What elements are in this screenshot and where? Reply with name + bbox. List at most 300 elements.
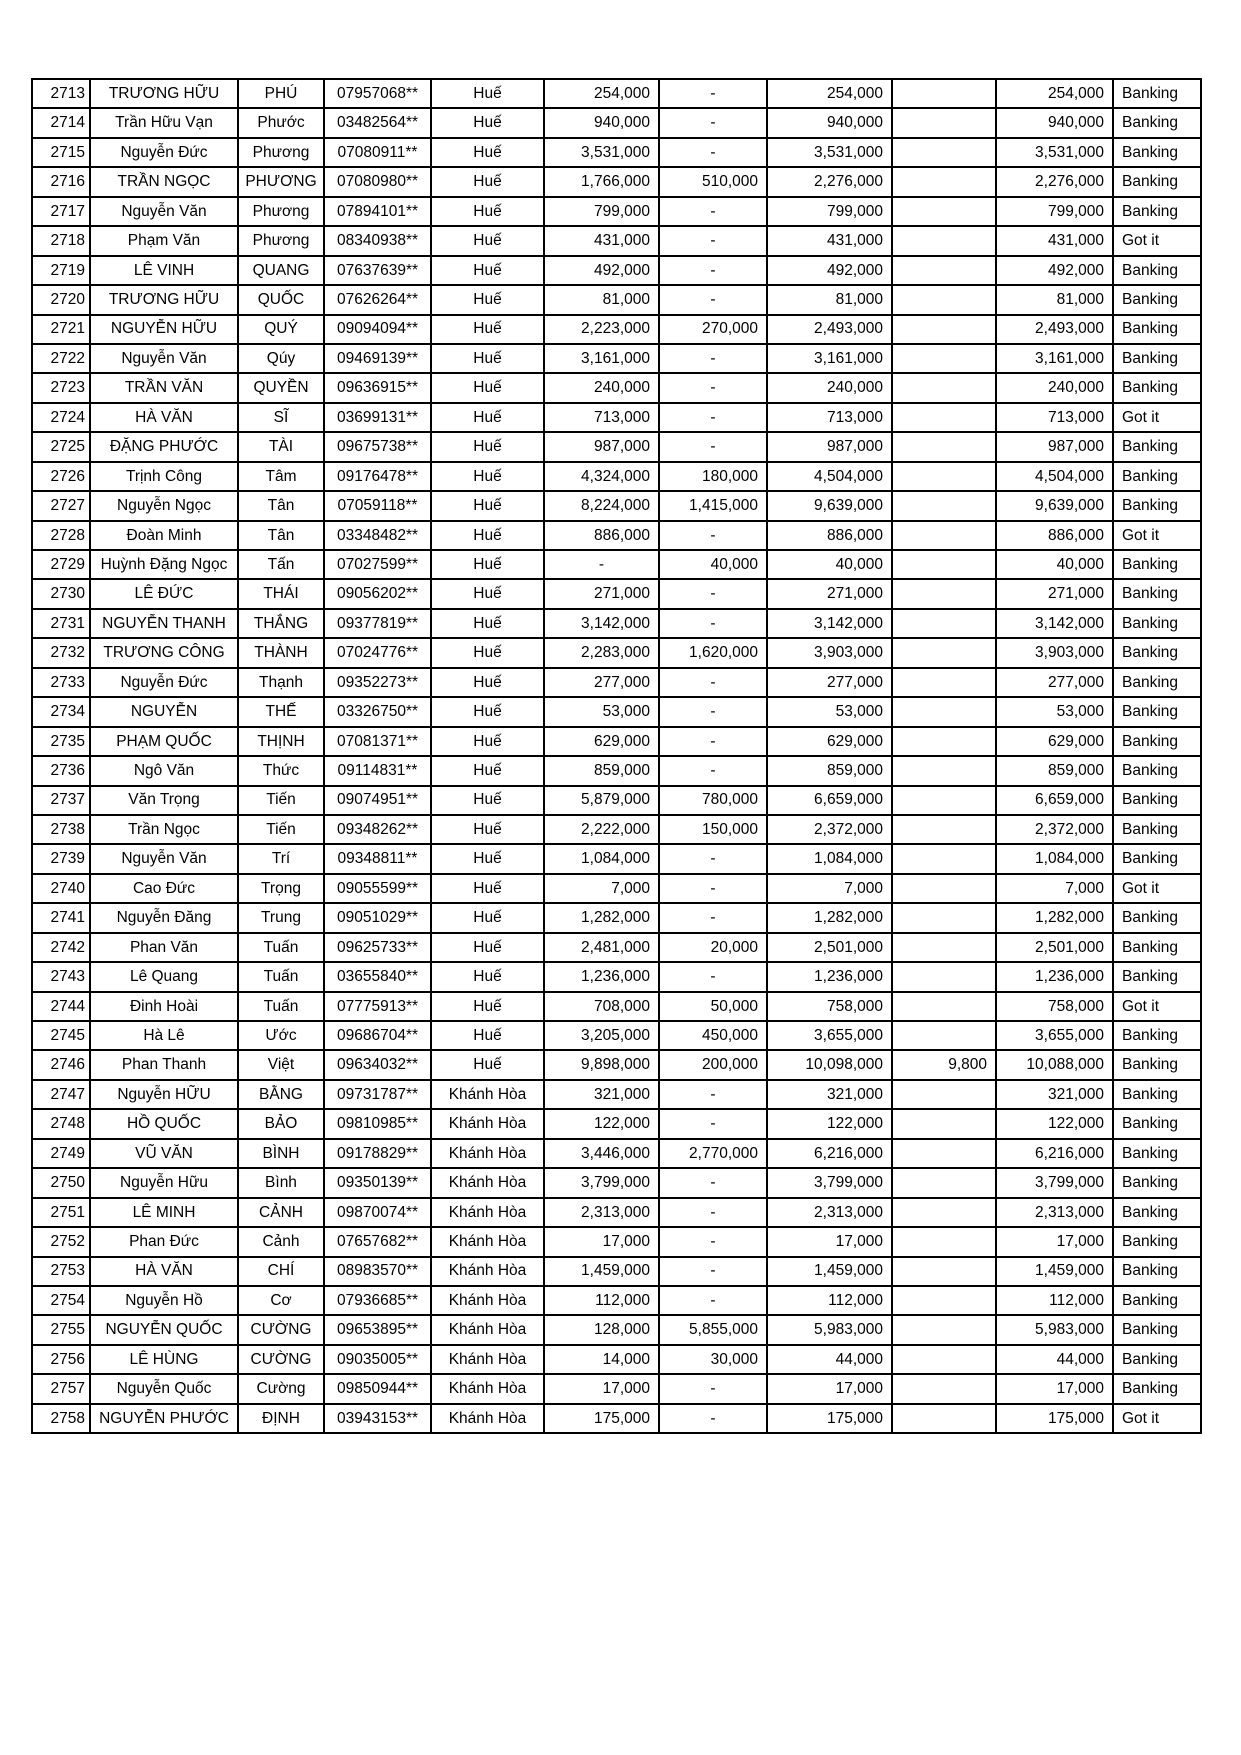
cell-amount-total: 4,504,000	[767, 462, 892, 491]
cell-location: Khánh Hòa	[431, 1404, 544, 1433]
cell-given-name: QUÝ	[238, 315, 324, 344]
cell-given-name: Trọng	[238, 874, 324, 903]
cell-family-name: Phạm Văn	[90, 226, 238, 255]
cell-amount-paid: 758,000	[996, 992, 1113, 1021]
cell-family-name: Nguyễn Văn	[90, 197, 238, 226]
cell-adjustment	[892, 844, 996, 873]
cell-family-name: Nguyễn Hồ	[90, 1286, 238, 1315]
cell-amount-primary: 708,000	[544, 992, 659, 1021]
cell-adjustment	[892, 1345, 996, 1374]
cell-adjustment	[892, 992, 996, 1021]
cell-amount-primary: 2,222,000	[544, 815, 659, 844]
cell-amount-paid: 713,000	[996, 403, 1113, 432]
cell-amount-paid: 271,000	[996, 579, 1113, 608]
cell-amount-primary: 53,000	[544, 697, 659, 726]
cell-given-name: Tuấn	[238, 992, 324, 1021]
cell-amount-total: 9,639,000	[767, 491, 892, 520]
cell-amount-primary: 3,205,000	[544, 1021, 659, 1050]
cell-amount-total: 492,000	[767, 256, 892, 285]
cell-given-name: Phương	[238, 226, 324, 255]
cell-location: Huế	[431, 256, 544, 285]
cell-adjustment	[892, 79, 996, 108]
cell-phone-masked: 08983570**	[324, 1257, 431, 1286]
cell-given-name: THÁI	[238, 579, 324, 608]
cell-given-name: Tiến	[238, 815, 324, 844]
cell-status: Banking	[1113, 1139, 1201, 1168]
cell-amount-total: 940,000	[767, 108, 892, 137]
cell-amount-primary: 886,000	[544, 521, 659, 550]
table-row	[32, 727, 1201, 756]
cell-amount-total: 2,493,000	[767, 315, 892, 344]
cell-phone-masked: 03482564**	[324, 108, 431, 137]
cell-adjustment	[892, 108, 996, 137]
cell-amount-primary: 2,283,000	[544, 638, 659, 667]
cell-id: 2715	[32, 138, 90, 167]
cell-amount-total: 3,655,000	[767, 1021, 892, 1050]
cell-adjustment	[892, 138, 996, 167]
cell-family-name: TRẦN VĂN	[90, 373, 238, 402]
cell-family-name: ĐẶNG PHƯỚC	[90, 432, 238, 461]
cell-amount-extra: 2,770,000	[659, 1139, 767, 1168]
cell-amount-primary: 175,000	[544, 1404, 659, 1433]
cell-amount-total: 2,501,000	[767, 933, 892, 962]
cell-id: 2733	[32, 668, 90, 697]
table-row	[32, 844, 1201, 873]
cell-adjustment	[892, 874, 996, 903]
cell-amount-total: 254,000	[767, 79, 892, 108]
cell-family-name: NGUYỄN	[90, 697, 238, 726]
cell-phone-masked: 07637639**	[324, 256, 431, 285]
cell-id: 2724	[32, 403, 90, 432]
cell-family-name: Nguyễn HỮU	[90, 1080, 238, 1109]
cell-phone-masked: 03655840**	[324, 962, 431, 991]
cell-location: Huế	[431, 432, 544, 461]
table-row	[32, 256, 1201, 285]
cell-id: 2740	[32, 874, 90, 903]
cell-amount-paid: 240,000	[996, 373, 1113, 402]
cell-given-name: PHƯƠNG	[238, 167, 324, 196]
cell-given-name: Tiến	[238, 786, 324, 815]
cell-adjustment	[892, 256, 996, 285]
table-row	[32, 550, 1201, 579]
cell-amount-paid: 9,639,000	[996, 491, 1113, 520]
table-row	[32, 874, 1201, 903]
cell-location: Huế	[431, 1050, 544, 1079]
cell-family-name: Huỳnh Đặng Ngọc	[90, 550, 238, 579]
cell-given-name: Trí	[238, 844, 324, 873]
cell-family-name: TRẦN NGỌC	[90, 167, 238, 196]
cell-phone-masked: 09035005**	[324, 1345, 431, 1374]
cell-id: 2752	[32, 1227, 90, 1256]
cell-phone-masked: 09352273**	[324, 668, 431, 697]
cell-amount-primary: 1,459,000	[544, 1257, 659, 1286]
cell-family-name: NGUYỄN THANH	[90, 609, 238, 638]
cell-phone-masked: 07024776**	[324, 638, 431, 667]
cell-id: 2722	[32, 344, 90, 373]
cell-family-name: Đoàn Minh	[90, 521, 238, 550]
table-row	[32, 1345, 1201, 1374]
cell-id: 2738	[32, 815, 90, 844]
cell-given-name: Bình	[238, 1168, 324, 1197]
cell-status: Banking	[1113, 462, 1201, 491]
cell-location: Huế	[431, 638, 544, 667]
cell-amount-paid: 44,000	[996, 1345, 1113, 1374]
cell-given-name: BẢO	[238, 1109, 324, 1138]
table-row	[32, 1050, 1201, 1079]
cell-amount-paid: 3,531,000	[996, 138, 1113, 167]
table-row	[32, 432, 1201, 461]
cell-id: 2731	[32, 609, 90, 638]
cell-adjustment	[892, 1286, 996, 1315]
cell-amount-paid: 40,000	[996, 550, 1113, 579]
cell-amount-paid: 3,655,000	[996, 1021, 1113, 1050]
cell-amount-extra: 780,000	[659, 786, 767, 815]
cell-status: Banking	[1113, 1198, 1201, 1227]
cell-family-name: HỒ QUỐC	[90, 1109, 238, 1138]
cell-amount-paid: 2,276,000	[996, 167, 1113, 196]
cell-location: Huế	[431, 815, 544, 844]
cell-given-name: Tấn	[238, 550, 324, 579]
cell-location: Huế	[431, 697, 544, 726]
cell-amount-paid: 492,000	[996, 256, 1113, 285]
cell-status: Banking	[1113, 1168, 1201, 1197]
cell-family-name: NGUYỄN QUỐC	[90, 1315, 238, 1344]
cell-family-name: Hà Lê	[90, 1021, 238, 1050]
cell-status: Banking	[1113, 1315, 1201, 1344]
cell-phone-masked: 09051029**	[324, 903, 431, 932]
cell-amount-primary: 1,236,000	[544, 962, 659, 991]
cell-amount-extra: -	[659, 874, 767, 903]
table-body	[32, 79, 1201, 1433]
cell-family-name: NGUYỄN PHƯỚC	[90, 1404, 238, 1433]
cell-amount-extra: 40,000	[659, 550, 767, 579]
cell-given-name: PHÚ	[238, 79, 324, 108]
cell-status: Banking	[1113, 1080, 1201, 1109]
cell-given-name: Phước	[238, 108, 324, 137]
table-row	[32, 108, 1201, 137]
cell-amount-extra: -	[659, 697, 767, 726]
table-row	[32, 697, 1201, 726]
cell-status: Banking	[1113, 79, 1201, 108]
table-row	[32, 1139, 1201, 1168]
cell-amount-primary: 122,000	[544, 1109, 659, 1138]
cell-id: 2728	[32, 521, 90, 550]
cell-phone-masked: 09850944**	[324, 1374, 431, 1403]
cell-amount-total: 3,531,000	[767, 138, 892, 167]
cell-id: 2741	[32, 903, 90, 932]
cell-amount-extra: -	[659, 1286, 767, 1315]
cell-phone-masked: 09675738**	[324, 432, 431, 461]
cell-given-name: Cảnh	[238, 1227, 324, 1256]
cell-phone-masked: 09469139**	[324, 344, 431, 373]
cell-adjustment	[892, 491, 996, 520]
cell-status: Banking	[1113, 550, 1201, 579]
cell-family-name: NGUYỄN HỮU	[90, 315, 238, 344]
cell-family-name: HÀ VĂN	[90, 403, 238, 432]
cell-amount-primary: 492,000	[544, 256, 659, 285]
cell-amount-paid: 1,236,000	[996, 962, 1113, 991]
cell-status: Banking	[1113, 756, 1201, 785]
cell-given-name: Tân	[238, 491, 324, 520]
cell-given-name: BÌNH	[238, 1139, 324, 1168]
cell-adjustment	[892, 933, 996, 962]
cell-amount-total: 17,000	[767, 1227, 892, 1256]
cell-amount-paid: 629,000	[996, 727, 1113, 756]
cell-given-name: Ước	[238, 1021, 324, 1050]
cell-status: Got it	[1113, 403, 1201, 432]
cell-amount-paid: 1,282,000	[996, 903, 1113, 932]
cell-given-name: THẾ	[238, 697, 324, 726]
table-row	[32, 786, 1201, 815]
cell-location: Huế	[431, 550, 544, 579]
cell-amount-paid: 2,372,000	[996, 815, 1113, 844]
cell-amount-total: 5,983,000	[767, 1315, 892, 1344]
cell-adjustment	[892, 903, 996, 932]
table-row	[32, 933, 1201, 962]
cell-adjustment	[892, 668, 996, 697]
cell-amount-primary: 629,000	[544, 727, 659, 756]
cell-amount-total: 3,903,000	[767, 638, 892, 667]
table-row	[32, 491, 1201, 520]
cell-phone-masked: 07626264**	[324, 285, 431, 314]
table-row	[32, 1198, 1201, 1227]
cell-given-name: THÀNH	[238, 638, 324, 667]
cell-amount-paid: 321,000	[996, 1080, 1113, 1109]
cell-location: Huế	[431, 874, 544, 903]
cell-family-name: LÊ MINH	[90, 1198, 238, 1227]
cell-family-name: Lê Quang	[90, 962, 238, 991]
cell-amount-extra: -	[659, 197, 767, 226]
cell-adjustment	[892, 521, 996, 550]
table-row	[32, 1109, 1201, 1138]
table-row	[32, 462, 1201, 491]
cell-id: 2745	[32, 1021, 90, 1050]
cell-amount-paid: 53,000	[996, 697, 1113, 726]
table-row	[32, 167, 1201, 196]
cell-amount-extra: -	[659, 79, 767, 108]
cell-family-name: Văn Trọng	[90, 786, 238, 815]
cell-amount-total: 44,000	[767, 1345, 892, 1374]
cell-amount-total: 277,000	[767, 668, 892, 697]
cell-status: Got it	[1113, 226, 1201, 255]
cell-adjustment	[892, 1139, 996, 1168]
cell-amount-primary: 1,282,000	[544, 903, 659, 932]
cell-amount-extra: -	[659, 609, 767, 638]
cell-location: Huế	[431, 521, 544, 550]
cell-family-name: Nguyễn Đức	[90, 138, 238, 167]
table-row	[32, 285, 1201, 314]
cell-given-name: BẰNG	[238, 1080, 324, 1109]
cell-location: Huế	[431, 108, 544, 137]
cell-status: Got it	[1113, 874, 1201, 903]
cell-amount-primary: 713,000	[544, 403, 659, 432]
cell-location: Huế	[431, 197, 544, 226]
cell-adjustment	[892, 167, 996, 196]
cell-amount-extra: -	[659, 727, 767, 756]
cell-amount-primary: 277,000	[544, 668, 659, 697]
cell-family-name: Nguyễn Đức	[90, 668, 238, 697]
cell-amount-total: 321,000	[767, 1080, 892, 1109]
cell-amount-paid: 254,000	[996, 79, 1113, 108]
cell-id: 2723	[32, 373, 90, 402]
cell-status: Got it	[1113, 992, 1201, 1021]
cell-given-name: Tâm	[238, 462, 324, 491]
cell-family-name: Ngô Văn	[90, 756, 238, 785]
cell-amount-extra: 200,000	[659, 1050, 767, 1079]
cell-phone-masked: 09636915**	[324, 373, 431, 402]
cell-amount-total: 271,000	[767, 579, 892, 608]
cell-status: Banking	[1113, 167, 1201, 196]
cell-adjustment	[892, 756, 996, 785]
cell-location: Khánh Hòa	[431, 1109, 544, 1138]
cell-amount-extra: 450,000	[659, 1021, 767, 1050]
cell-adjustment	[892, 1021, 996, 1050]
cell-adjustment	[892, 403, 996, 432]
cell-amount-primary: 2,223,000	[544, 315, 659, 344]
table-row	[32, 138, 1201, 167]
cell-phone-masked: 09377819**	[324, 609, 431, 638]
cell-amount-primary: 3,531,000	[544, 138, 659, 167]
cell-location: Huế	[431, 462, 544, 491]
table-row	[32, 1374, 1201, 1403]
cell-adjustment	[892, 344, 996, 373]
cell-adjustment	[892, 1374, 996, 1403]
cell-location: Khánh Hòa	[431, 1257, 544, 1286]
cell-given-name: Qúy	[238, 344, 324, 373]
cell-location: Khánh Hòa	[431, 1286, 544, 1315]
cell-amount-primary: 3,161,000	[544, 344, 659, 373]
cell-amount-paid: 3,142,000	[996, 609, 1113, 638]
cell-location: Huế	[431, 727, 544, 756]
table-row	[32, 1227, 1201, 1256]
table-row	[32, 1404, 1201, 1433]
cell-status: Banking	[1113, 786, 1201, 815]
cell-given-name: TÀI	[238, 432, 324, 461]
cell-adjustment	[892, 226, 996, 255]
cell-id: 2718	[32, 226, 90, 255]
cell-family-name: Đinh Hoài	[90, 992, 238, 1021]
cell-amount-paid: 940,000	[996, 108, 1113, 137]
cell-location: Huế	[431, 226, 544, 255]
cell-amount-total: 7,000	[767, 874, 892, 903]
cell-status: Banking	[1113, 373, 1201, 402]
cell-family-name: Nguyễn Quốc	[90, 1374, 238, 1403]
cell-phone-masked: 07936685**	[324, 1286, 431, 1315]
cell-amount-primary: 81,000	[544, 285, 659, 314]
table-row	[32, 521, 1201, 550]
cell-amount-paid: 122,000	[996, 1109, 1113, 1138]
cell-id: 2727	[32, 491, 90, 520]
cell-amount-extra: -	[659, 962, 767, 991]
cell-amount-extra: 270,000	[659, 315, 767, 344]
cell-given-name: QUYỀN	[238, 373, 324, 402]
cell-amount-primary: 112,000	[544, 1286, 659, 1315]
cell-family-name: Phan Văn	[90, 933, 238, 962]
cell-phone-masked: 09055599**	[324, 874, 431, 903]
cell-given-name: ĐỊNH	[238, 1404, 324, 1433]
cell-given-name: CẢNH	[238, 1198, 324, 1227]
cell-adjustment	[892, 285, 996, 314]
cell-id: 2717	[32, 197, 90, 226]
cell-status: Banking	[1113, 668, 1201, 697]
cell-amount-paid: 7,000	[996, 874, 1113, 903]
cell-id: 2748	[32, 1109, 90, 1138]
cell-amount-paid: 3,903,000	[996, 638, 1113, 667]
cell-location: Khánh Hòa	[431, 1345, 544, 1374]
cell-amount-extra: -	[659, 344, 767, 373]
cell-location: Khánh Hòa	[431, 1374, 544, 1403]
table-row	[32, 815, 1201, 844]
cell-amount-total: 629,000	[767, 727, 892, 756]
cell-amount-paid: 799,000	[996, 197, 1113, 226]
cell-amount-primary: 431,000	[544, 226, 659, 255]
cell-id: 2716	[32, 167, 90, 196]
cell-amount-extra: -	[659, 844, 767, 873]
cell-amount-extra: -	[659, 403, 767, 432]
cell-id: 2729	[32, 550, 90, 579]
cell-status: Banking	[1113, 197, 1201, 226]
cell-given-name: THẮNG	[238, 609, 324, 638]
cell-amount-primary: 9,898,000	[544, 1050, 659, 1079]
cell-amount-primary: 4,324,000	[544, 462, 659, 491]
cell-amount-primary: 128,000	[544, 1315, 659, 1344]
cell-family-name: Nguyễn Đăng	[90, 903, 238, 932]
cell-family-name: Phan Đức	[90, 1227, 238, 1256]
cell-id: 2736	[32, 756, 90, 785]
cell-amount-extra: 5,855,000	[659, 1315, 767, 1344]
cell-status: Banking	[1113, 315, 1201, 344]
cell-family-name: Trần Ngọc	[90, 815, 238, 844]
cell-location: Huế	[431, 933, 544, 962]
cell-adjustment	[892, 609, 996, 638]
cell-amount-total: 1,459,000	[767, 1257, 892, 1286]
cell-adjustment	[892, 786, 996, 815]
cell-amount-paid: 1,459,000	[996, 1257, 1113, 1286]
cell-id: 2753	[32, 1257, 90, 1286]
cell-amount-total: 3,142,000	[767, 609, 892, 638]
cell-family-name: HÀ VĂN	[90, 1257, 238, 1286]
cell-adjustment	[892, 1080, 996, 1109]
cell-location: Huế	[431, 903, 544, 932]
cell-amount-extra: -	[659, 668, 767, 697]
cell-amount-extra: -	[659, 1168, 767, 1197]
cell-location: Huế	[431, 373, 544, 402]
cell-location: Khánh Hòa	[431, 1198, 544, 1227]
table-row	[32, 373, 1201, 402]
cell-phone-masked: 09348262**	[324, 815, 431, 844]
cell-amount-primary: 8,224,000	[544, 491, 659, 520]
cell-location: Khánh Hòa	[431, 1080, 544, 1109]
cell-location: Khánh Hòa	[431, 1139, 544, 1168]
cell-amount-total: 112,000	[767, 1286, 892, 1315]
cell-amount-total: 53,000	[767, 697, 892, 726]
cell-phone-masked: 09094094**	[324, 315, 431, 344]
cell-phone-masked: 03326750**	[324, 697, 431, 726]
cell-amount-total: 1,084,000	[767, 844, 892, 873]
cell-family-name: Cao Đức	[90, 874, 238, 903]
cell-status: Got it	[1113, 521, 1201, 550]
cell-given-name: CƯỜNG	[238, 1345, 324, 1374]
cell-status: Banking	[1113, 579, 1201, 608]
table-row	[32, 79, 1201, 108]
table-row	[32, 1286, 1201, 1315]
cell-family-name: VŨ VĂN	[90, 1139, 238, 1168]
cell-phone-masked: 07081371**	[324, 727, 431, 756]
cell-amount-total: 3,161,000	[767, 344, 892, 373]
cell-phone-masked: 09731787**	[324, 1080, 431, 1109]
cell-adjustment	[892, 1227, 996, 1256]
cell-given-name: Tuấn	[238, 933, 324, 962]
